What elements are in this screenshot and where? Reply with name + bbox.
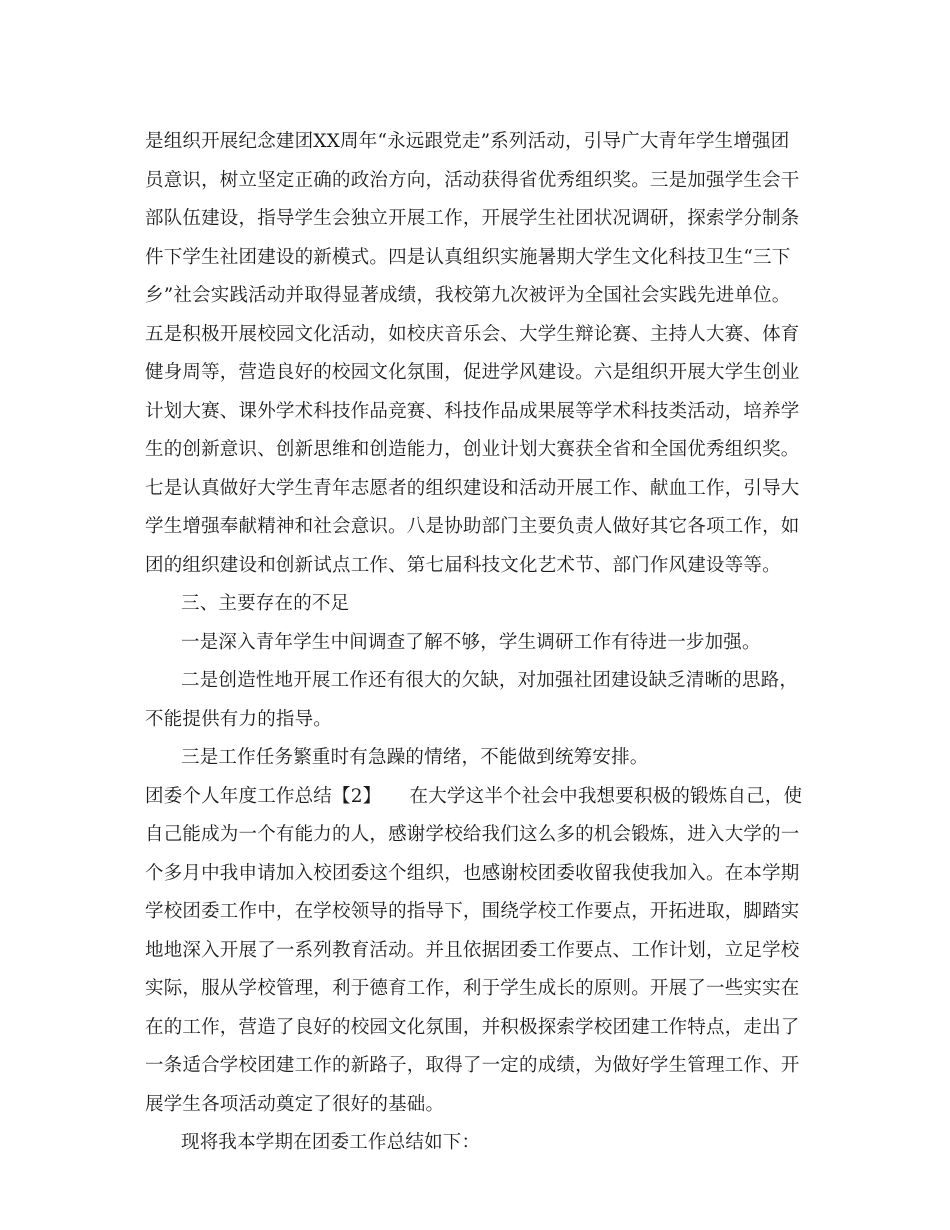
- text-line: 乡”社会实践活动并取得显著成绩，我校第九次被评为全国社会实践先进单位。: [145, 285, 791, 306]
- text-line: 实际，服从学校管理，利于德育工作，利于学生成长的原则。开展了一些实实在: [145, 978, 800, 999]
- text-line: 一条适合学校团建工作的新路子，取得了一定的成绩，为做好学生管理工作、开: [145, 1055, 800, 1076]
- text-line: 展学生各项活动奠定了很好的基础。: [145, 1094, 445, 1115]
- text-line: 在的工作，营造了良好的校园文化氛围，并积极探索学校团建工作特点，走出了: [145, 1017, 800, 1038]
- text-line: 学生增强奉献精神和社会意识。八是协助部门主要负责人做好其它各项工作，如: [145, 516, 800, 537]
- text-line: 件下学生社团建设的新模式。四是认真组织实施暑期大学生文化科技卫生“三下: [145, 247, 791, 268]
- section-heading: 三、主要存在的不足: [181, 593, 350, 614]
- text-line: 三是工作任务繁重时有急躁的情绪，不能做到统筹安排。: [181, 747, 649, 768]
- text-line: 生的创新意识、创新思维和创造能力，创业计划大赛获全省和全国优秀组织奖。: [145, 439, 800, 460]
- text-line: 学校团委工作中，在学校领导的指导下，围绕学校工作要点，开拓进取，脚踏实: [145, 901, 800, 922]
- text-line: 不能提供有力的指导。: [145, 709, 333, 730]
- text-line: 部队伍建设，指导学生会独立开展工作，开展学生社团状况调研，探索学分制条: [145, 208, 800, 229]
- text-line: 现将我本学期在团委工作总结如下：: [181, 1132, 481, 1153]
- text-line: 团的组织建设和创新试点工作、第七届科技文化艺术节、部门作风建设等等。: [145, 555, 781, 576]
- text-line: 地地深入开展了一系列教育活动。并且依据团委工作要点、工作计划，立足学校: [145, 940, 800, 961]
- text-line: 自己能成为一个有能力的人，感谢学校给我们这么多的机会锻炼，进入大学的一: [145, 824, 800, 845]
- text-line: 个多月中我申请加入校团委这个组织，也感谢校团委收留我使我加入。在本学期: [145, 863, 800, 884]
- text-line: 员意识，树立坚定正确的政治方向，活动获得省优秀组织奖。三是加强学生会干: [145, 170, 800, 191]
- text-line: 七是认真做好大学生青年志愿者的组织建设和活动开展工作、献血工作，引导大: [145, 478, 800, 499]
- text-line: 健身周等，营造良好的校园文化氛围，促进学风建设。六是组织开展大学生创业: [145, 362, 800, 383]
- text-line: 一是深入青年学生中间调查了解不够，学生调研工作有待进一步加强。: [181, 632, 761, 653]
- text-line: 是组织开展纪念建团XX周年“永远跟党走”系列活动，引导广大青年学生增强团: [145, 131, 790, 152]
- text-line: 计划大赛、课外学术科技作品竞赛、科技作品成果展等学术科技类活动，培养学: [145, 401, 800, 422]
- text-line: 二是创造性地开展工作还有很大的欠缺，对加强社团建设缺乏清晰的思路，: [181, 670, 799, 691]
- article-title-line: 团委个人年度工作总结【2】 在大学这半个社会中我想要积极的锻炼自己，使: [145, 786, 803, 807]
- text-line: 五是积极开展校园文化活动，如校庆音乐会、大学生辩论赛、主持人大赛、体育: [145, 324, 800, 345]
